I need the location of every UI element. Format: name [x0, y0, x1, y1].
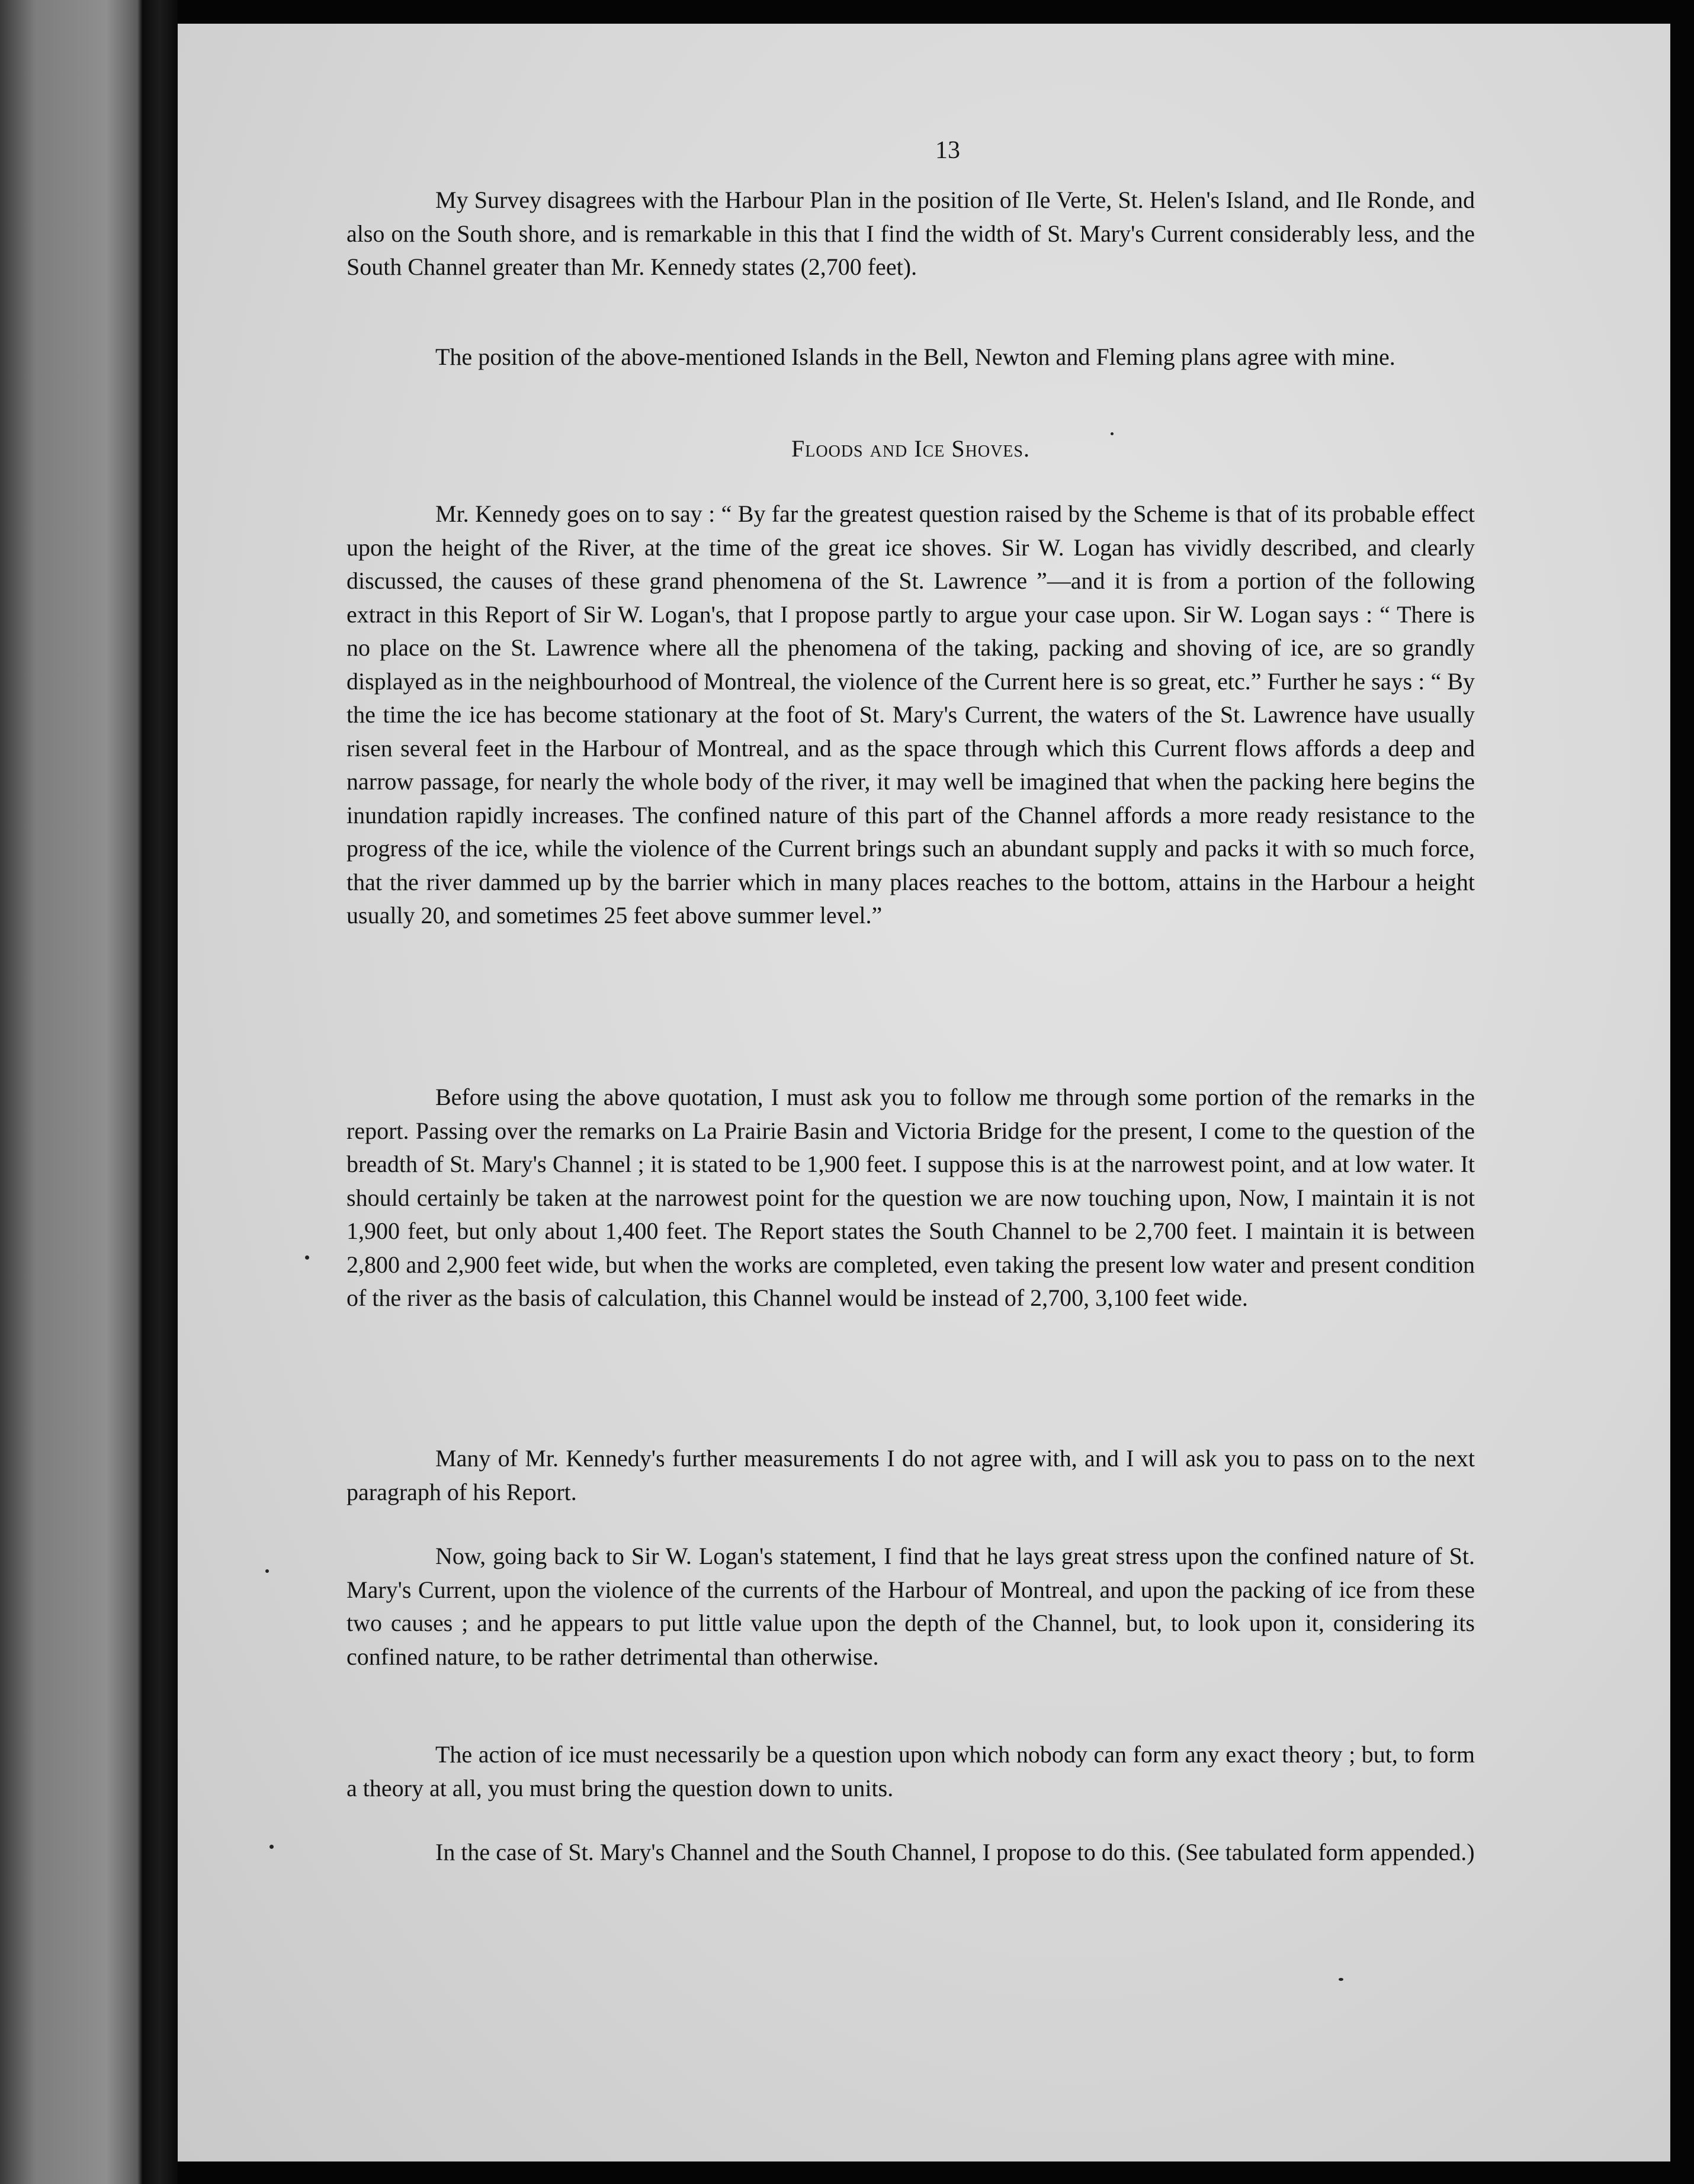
book-gutter [142, 0, 178, 2184]
paragraph-logan-statement: Now, going back to Sir W. Logan's statement, I find that he lays great stress upon the confined nature of St. Mary's Current, upon the violence of the currents of the Harbour of Montreal, and upon the packing of ice from these two causes ; and he appears to put little value upon the depth of the Channel, but, to look upon it, considering its confined nature, to be rather detrimental than otherwise. [346, 1543, 1475, 1670]
scan-speck [1111, 432, 1114, 435]
section-heading: Floods and Ice Shoves. [791, 435, 1030, 462]
scan-border-top [178, 0, 1670, 24]
scan-speck [1339, 1978, 1343, 1981]
paragraph-islands: The position of the above-mentioned Islands in the Bell, Newton and Fleming plans agree with mine. [435, 343, 1395, 370]
scan-border-right [1670, 0, 1694, 2184]
scan-speck [305, 1255, 309, 1260]
paragraph-measurements: Many of Mr. Kennedy's further measurements I do not agree with, and I will ask you to pass on to the next paragraph of his Report. [346, 1445, 1475, 1505]
scan-speck [270, 1845, 274, 1849]
document-page [178, 24, 1670, 2161]
paragraph-survey: My Survey disagrees with the Harbour Plan in the position of Ile Verte, St. Helen's Island, and Ile Ronde, and also on the South shore, and is remarkable in this that I find the width of St. Mary's Current considerably less, and the South Channel greater than Mr. Kennedy states (2,700 feet). [346, 187, 1475, 280]
paragraph-tabulated: In the case of St. Mary's Channel and the South Channel, I propose to do this. (See tabulated form appended.) [435, 1839, 1475, 1865]
paragraph-logan-quote: Mr. Kennedy goes on to say : “ By far the greatest question raised by the Scheme is that of its probable effect upon the height of the River, at the time of the great ice shoves. Sir W. Logan has vividly described, and clearly discussed, the causes of these grand phenomena of the St. Lawrence ”—and it is from a portion of the following extract in this Report of Sir W. Logan's, that I propose partly to argue your case upon. Sir W. Logan says : “ There is no place on the St. Lawrence where all the phenomena of the taking, packing and shoving of ice, are so grandly displayed as in the neighbourhood of Montreal, the violence of the Current here is so great, etc.” Further he says : “ By the time the ice has become stationary at the foot of St. Mary's Current, the waters of the St. Lawrence have usually risen several feet in the Harbour of Montreal, and as the space through which this Current flows affords a deep and narrow passage, for nearly the whole body of the river, it may well be imagined that when the packing here begins the inundation rapidly increases. The confined nature of this part of the Channel affords a more ready resistance to the progress of the ice, while the violence of the Current brings such an abundant supply and packs it with so much force, that the river dammed up by the barrier which in many places reaches to the bottom, attains in the Harbour a height usually 20, and sometimes 25 feet above summer level.” [346, 500, 1475, 929]
page-number: 13 [935, 137, 960, 164]
facing-page-edge [0, 0, 142, 2184]
scan-speck [265, 1569, 269, 1573]
paragraph-channel-breadth: Before using the above quotation, I must ask you to follow me through some portion of the remarks in the report. Passing over the remarks on La Prairie Basin and Victoria Bridge for the present, I come to the question of the breadth of St. Mary's Channel ; it is stated to be 1,900 feet. I suppose this is at the narrowest point, and at low water. It should certainly be taken at the narrowest point for the question we are now touching upon, Now, I maintain it is not 1,900 feet, but only about 1,400 feet. The Report states the South Channel to be 2,700 feet. I maintain it is between 2,800 and 2,900 feet wide, but when the works are completed, even taking the present low water and present condition of the river as the basis of calculation, this Channel would be instead of 2,700, 3,100 feet wide. [346, 1084, 1475, 1311]
paragraph-ice-action: The action of ice must necessarily be a question upon which nobody can form any exact theory ; but, to form a theory at all, you must bring the question down to units. [346, 1741, 1475, 1801]
scan-border-bottom [178, 2161, 1670, 2184]
